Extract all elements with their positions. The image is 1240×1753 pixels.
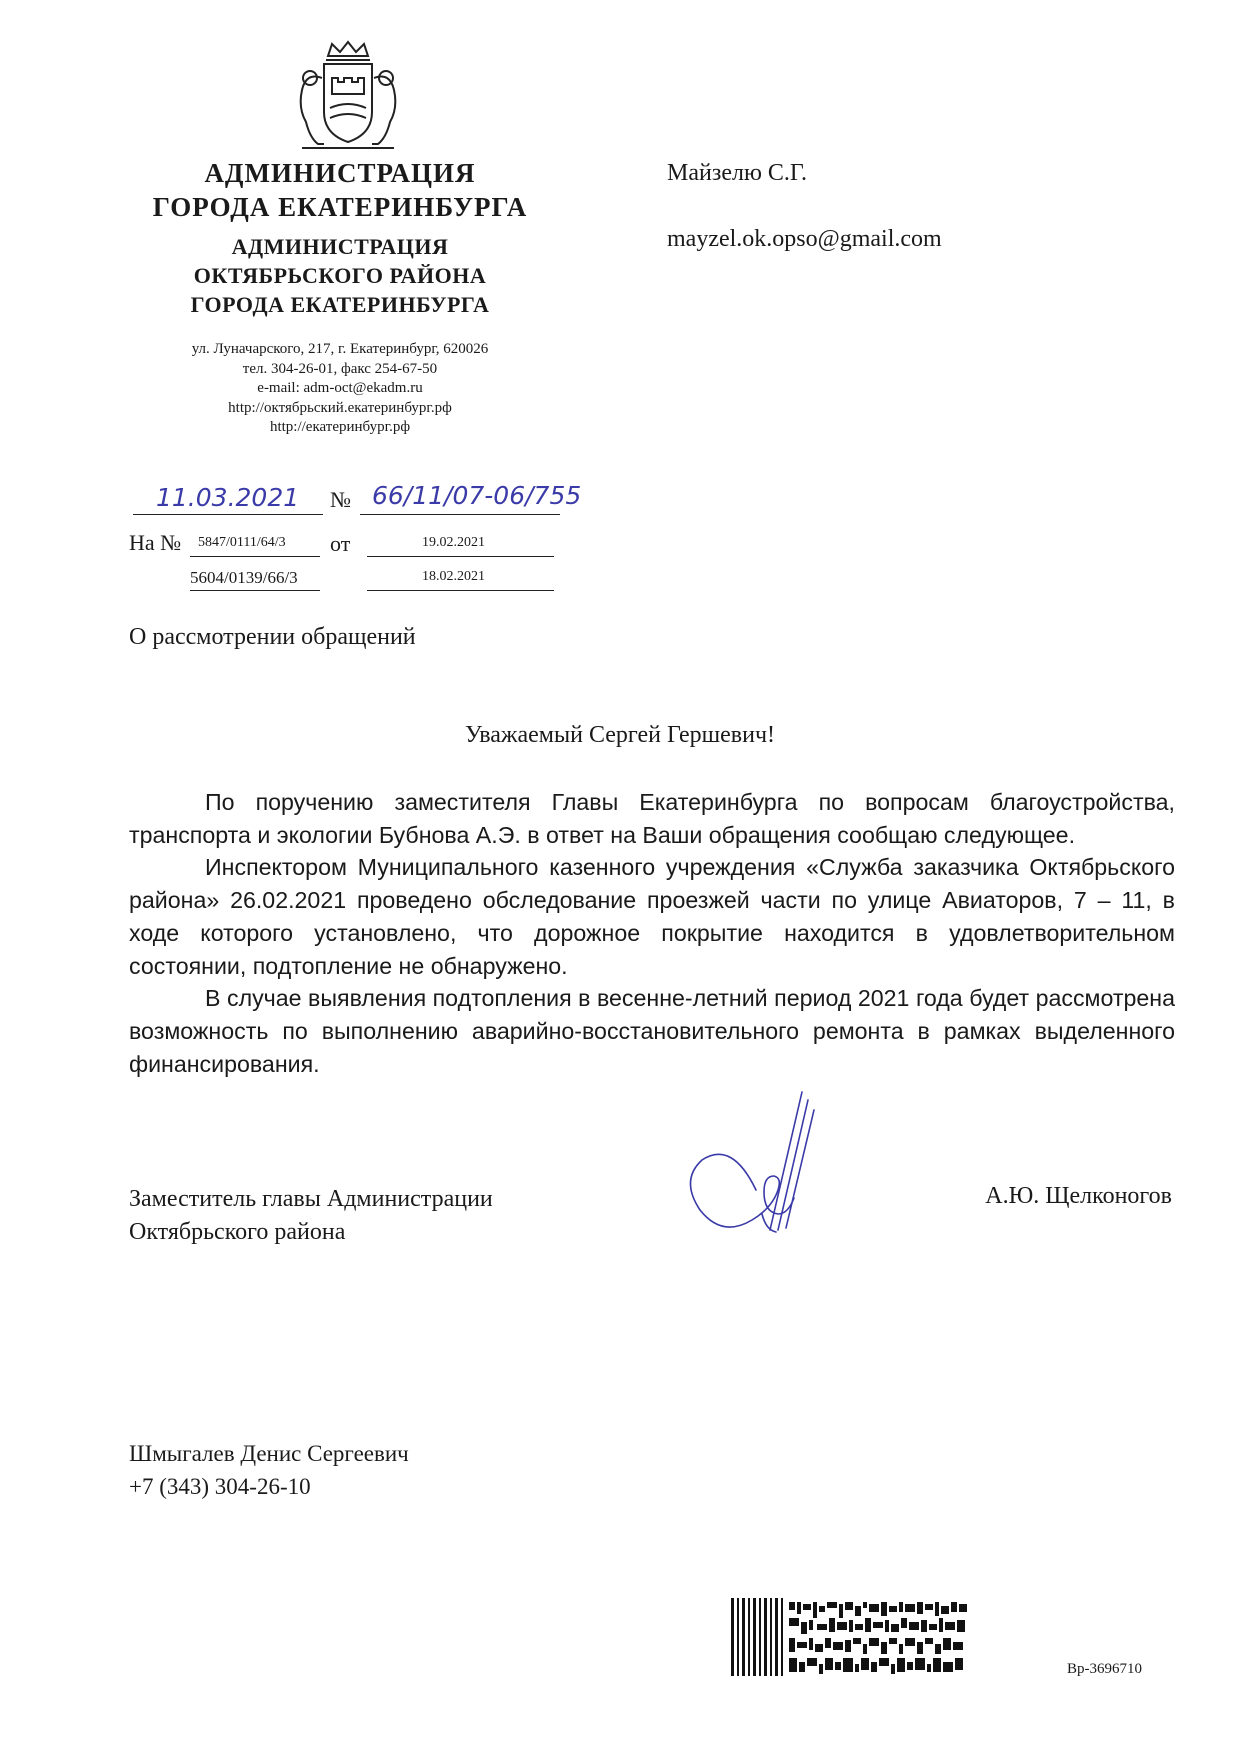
signer-position: [129, 1183, 493, 1249]
body-paragraph-1: По поручению заместителя Главы Екатеринбурга по вопросам благоустройства, транспорта и экологии Бубнова А.Э. в ответ на Ваши обращения сообщаю следующее.: [129, 789, 1175, 848]
reference-prefix: На №: [129, 530, 182, 555]
suborg-name-line-1: АДМИНИСТРАЦИЯ: [231, 234, 449, 259]
org-email: e-mail: adm-oct@ekadm.ru: [257, 380, 423, 396]
reference-date-2: 18.02.2021: [422, 569, 485, 584]
org-contacts: [140, 340, 540, 438]
recipient-name: Майзелю С.Г.: [667, 160, 808, 186]
suborg-name-line-3: ГОРОДА ЕКАТЕРИНБУРГА: [190, 292, 490, 317]
executor-name: Шмыгалев Денис Сергеевич: [129, 1441, 409, 1466]
org-address: ул. Луначарского, 217, г. Екатеринбург, 620026: [191, 341, 489, 357]
handwritten-signature-icon: [682, 1080, 832, 1250]
letter-subject: О рассмотрении обращений: [129, 624, 416, 650]
org-name-line-1: АДМИНИСТРАЦИЯ: [204, 158, 476, 188]
signer-name: А.Ю. Щелконогов: [985, 1183, 1172, 1209]
number-sign: №: [330, 487, 351, 512]
executor-info: [129, 1437, 409, 1503]
reference-number-1: 5847/0111/64/3: [198, 535, 286, 550]
body-paragraph-2: Инспектором Муниципального казенного учреждения «Служба заказчика Октябрьского района» 26.02.2021 проведено обследование проезжей части по улице Авиаторов, 7 – 11, в ходе которого установлено, что дорожное покрытие находится в удовлетворительном состоянии, подтопление не обнаружено.: [129, 854, 1175, 979]
org-phone: тел. 304-26-01, факс 254-67-50: [242, 360, 438, 377]
letter-body: [129, 786, 1175, 1080]
registration-date: 11.03.2021: [156, 483, 300, 512]
suborg-name-line-2: ОКТЯБРЬСКОГО РАЙОНА: [193, 263, 487, 288]
coat-of-arms-icon: [288, 38, 408, 154]
reference-from: от: [330, 531, 351, 556]
reference-number-2: 5604/0139/66/3: [190, 568, 298, 587]
barcode-number: Вр-3696710: [1067, 1661, 1142, 1677]
signer-position-line-1: Заместитель главы Администрации: [129, 1186, 493, 1212]
org-name-line-2: ГОРОДА ЕКАТЕРИНБУРГА: [152, 192, 528, 222]
body-paragraph-3: В случае выявления подтопления в весенне-летний период 2021 года будет рассмотрена возможность по выполнению аварийно-восстановительного ремонта в рамках выделенного финансирования.: [129, 985, 1175, 1077]
org-website-1: http://октябрьский.екатеринбург.рф: [228, 399, 452, 416]
registration-number: 66/11/07-06/755: [372, 481, 582, 510]
letter-greeting: Уважаемый Сергей Гершевич!: [464, 722, 776, 748]
document-barcode-icon: [731, 1598, 979, 1676]
signer-position-line-2: Октябрьского района: [129, 1219, 346, 1245]
org-website-2: http://екатеринбург.рф: [269, 419, 411, 435]
reference-date-1: 19.02.2021: [422, 535, 485, 550]
executor-phone: +7 (343) 304-26-10: [129, 1474, 311, 1499]
recipient-email: mayzel.ok.opso@gmail.com: [667, 226, 942, 252]
